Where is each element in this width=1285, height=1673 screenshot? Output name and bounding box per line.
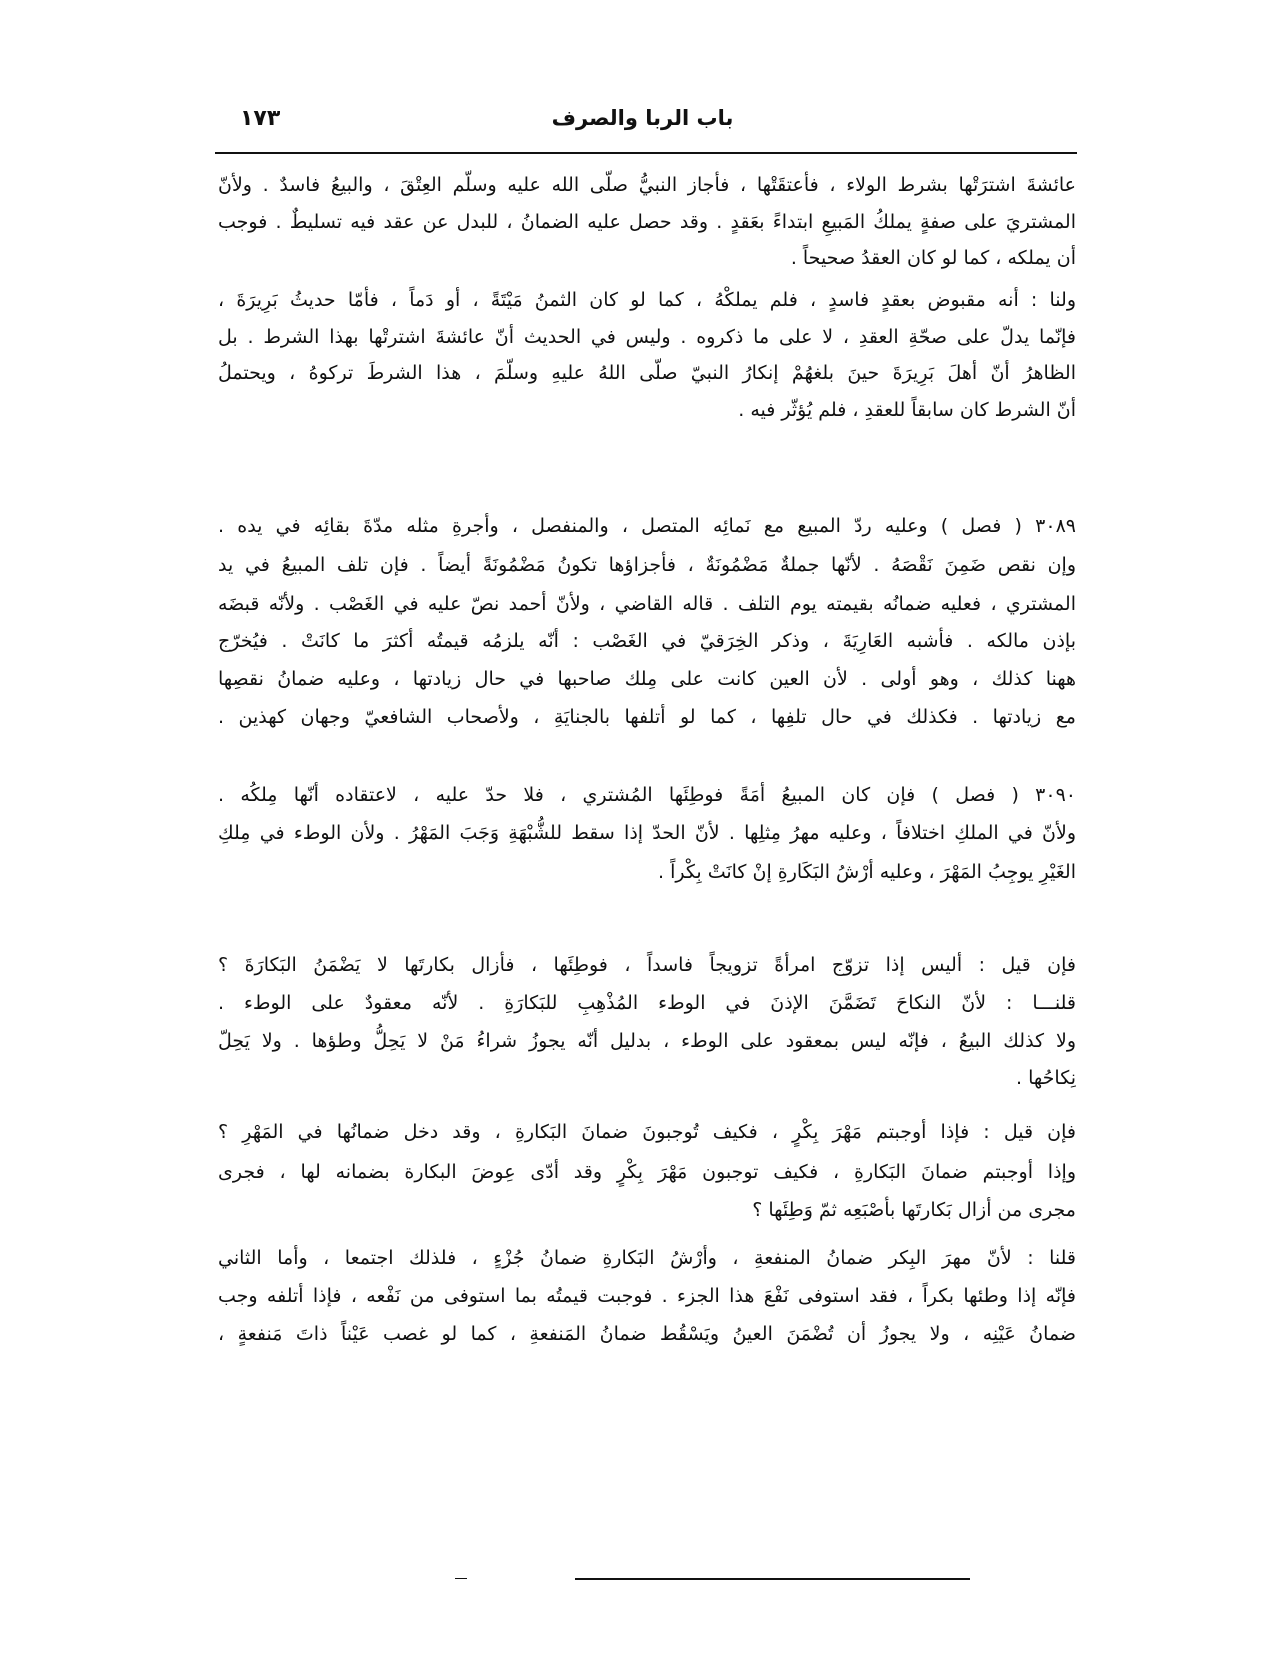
text-line: ولأنّ في الملكِ اختلافاً ، وعليه مهرُ مِثلِها . لأنّ الحدّ إذا سقط للشُّبْهَةِ وَجَبَ المَهْرُ . ولأن الوطء في مِلكِ bbox=[218, 822, 1076, 844]
text-line: ضمانُ عَيْنِه ، ولا يجوزُ أن تُضْمَنَ العينُ ويَسْقُط ضمانُ المَنفعةِ ، كما لو غصب عَيْناً ذاتَ مَنفعةٍ ، bbox=[218, 1323, 1076, 1345]
text-line: قلنا : لأنّ مهرَ البِكر ضمانُ المنفعةِ ، وأرْشُ البَكارةِ ضمانُ جُزْءٍ ، فلذلك اجتمعا ، وأما الثاني bbox=[218, 1247, 1076, 1269]
text-line: فإنّه إذا وطئها بكراً ، فقد استوفى نَفْعَ هذا الجزء . فوجبت قيمتُه بما استوفى من نَفْعه ، فإذا أتلفه وجب bbox=[218, 1285, 1076, 1307]
text-line: مجرى من أزال بَكارتَها بأصْبَعِه ثمّ وَطِئَها ؟ bbox=[752, 1199, 1076, 1221]
text-line: قلنـــا : لأنّ النكاحَ تَضَمَّنَ الإذنَ في الوطء المُذْهِبِ للبَكارَةِ . لأنّه معقودٌ على الوطء . bbox=[218, 992, 1076, 1014]
text-line: ٣٠٨٩ ( فصل ) وعليه ردّ المبيع مع نَمائِه المتصل ، والمنفصل ، وأجرةِ مثله مدّةَ بقائِه في يده . bbox=[218, 515, 1076, 537]
text-line: ولنا : أنه مقبوض بعقدٍ فاسدٍ ، فلم يملكْهُ ، كما لو كان الثمنُ مَيْتَةً ، أو دَماً ، فأمّا حديثُ بَرِيرَةَ ، bbox=[218, 289, 1076, 311]
text-line: المشتري ، فعليه ضمانُه بقيمته يوم التلف . قاله القاضي ، ولأنّ أحمد نصّ عليه في الغَصْب . ولأنّه قبضَه bbox=[218, 593, 1076, 615]
text-line: ههنا كذلك ، وهو أولى . لأن العين كانت على مِلك صاحبها في حال زيادتها ، وعليه ضمانُ نقصِها bbox=[218, 668, 1076, 690]
text-line: الغَيْرِ يوجِبُ المَهْرَ ، وعليه أرْشُ البَكَارةِ إنْ كانَتْ بِكْراً . bbox=[658, 861, 1076, 883]
text-line: بإذن مالكه . فأشبه العَارِيَةَ ، وذكر الخِرَقيّ في الغَصْب : أنّه يلزمُه قيمتُه أكثرَ ما كانَتْ . فيُخرّج bbox=[218, 630, 1076, 652]
text-line: أنّ الشرط كان سابقاً للعقدِ ، فلم يُؤثّر فيه . bbox=[738, 399, 1076, 421]
text-line: أن يملكه ، كما لو كان العقدُ صحيحاً . bbox=[790, 247, 1076, 269]
text-line: فإن قيل : فإذا أوجبتم مَهْرَ بِكْرٍ ، فكيف تُوجبونَ ضمانَ البَكارةِ ، وقد دخل ضمانُها في المَهْرِ ؟ bbox=[218, 1121, 1076, 1143]
header-rule bbox=[215, 152, 1077, 154]
text-line: ولا كذلك البيعُ ، فإنّه ليس بمعقود على الوطء ، بدليل أنّه يجوزُ شراءُ مَنْ لا يَحِلُّ وطؤها . ولا يَحِلّ bbox=[218, 1030, 1076, 1052]
running-title: باب الربا والصرف bbox=[551, 106, 734, 130]
text-line: وإن نقص ضَمِنَ نَقْصَهُ . لأنّها جملةٌ مَضْمُونَةٌ ، فأجزاؤها تكونُ مَضْمُونَةً أيضاً . فإن تلف المبيعُ في يد bbox=[218, 554, 1076, 576]
text-line: المشتريَ على صفةٍ يملكُ المَبيعِ ابتداءً بعَقدٍ . وقد حصل عليه الضمانُ ، للبدل عن عقد فيه تسليطٌ . فوجب bbox=[218, 211, 1076, 233]
footer-rule bbox=[575, 1578, 970, 1580]
text-line: فإنّما يدلّ على صحّةِ العقدِ ، لا على ما ذكروه . وليس في الحديث أنّ عائشةَ اشترتْها بهذا الشرط . بل bbox=[218, 326, 1076, 348]
page-number: ١٧٣ bbox=[240, 106, 281, 131]
text-line: الظاهرُ أنّ أهلَ بَرِيرَةَ حينَ بلغهُمْ إنكارُ النبيّ صلّى اللهُ عليهِ وسلّمَ ، هذا الشرطَ تركوهُ ، ويحتملُ bbox=[218, 362, 1076, 384]
text-line: عائشةَ اشترَتْها بشرط الولاء ، فأعتقَتْها ، فأجاز النبيُّ صلّى الله عليه وسلّم العِتْقَ ، والبيعُ فاسدٌ . ولأنّ bbox=[218, 174, 1076, 196]
text-line: نِكاحُها . bbox=[1016, 1067, 1076, 1089]
footer-dash bbox=[455, 1578, 467, 1579]
text-line: فإن قيل : أليس إذا تزوّج امرأةً تزويجاً فاسداً ، فوطِئَها ، فأزال بكارتَها لا يَضْمَنُ البَكارَةَ ؟ bbox=[218, 954, 1076, 976]
text-line: وإذا أوجبتم ضمانَ البَكارةِ ، فكيف توجبون مَهْرَ بِكْرٍ وقد أدّى عِوضَ البكارة بضمانه لها ، فجرى bbox=[218, 1161, 1076, 1183]
text-line: ٣٠٩٠ ( فصل ) فإن كان المبيعُ أمَةً فوطِئَها المُشتري ، فلا حدّ عليه ، لاعتقاده أنّها مِلكُه . bbox=[218, 784, 1076, 806]
text-line: مع زيادتها . فكذلك في حال تلفِها ، كما لو أتلفها بالجنايَةِ ، ولأصحاب الشافعيّ وجهان كهذين . bbox=[218, 706, 1076, 728]
